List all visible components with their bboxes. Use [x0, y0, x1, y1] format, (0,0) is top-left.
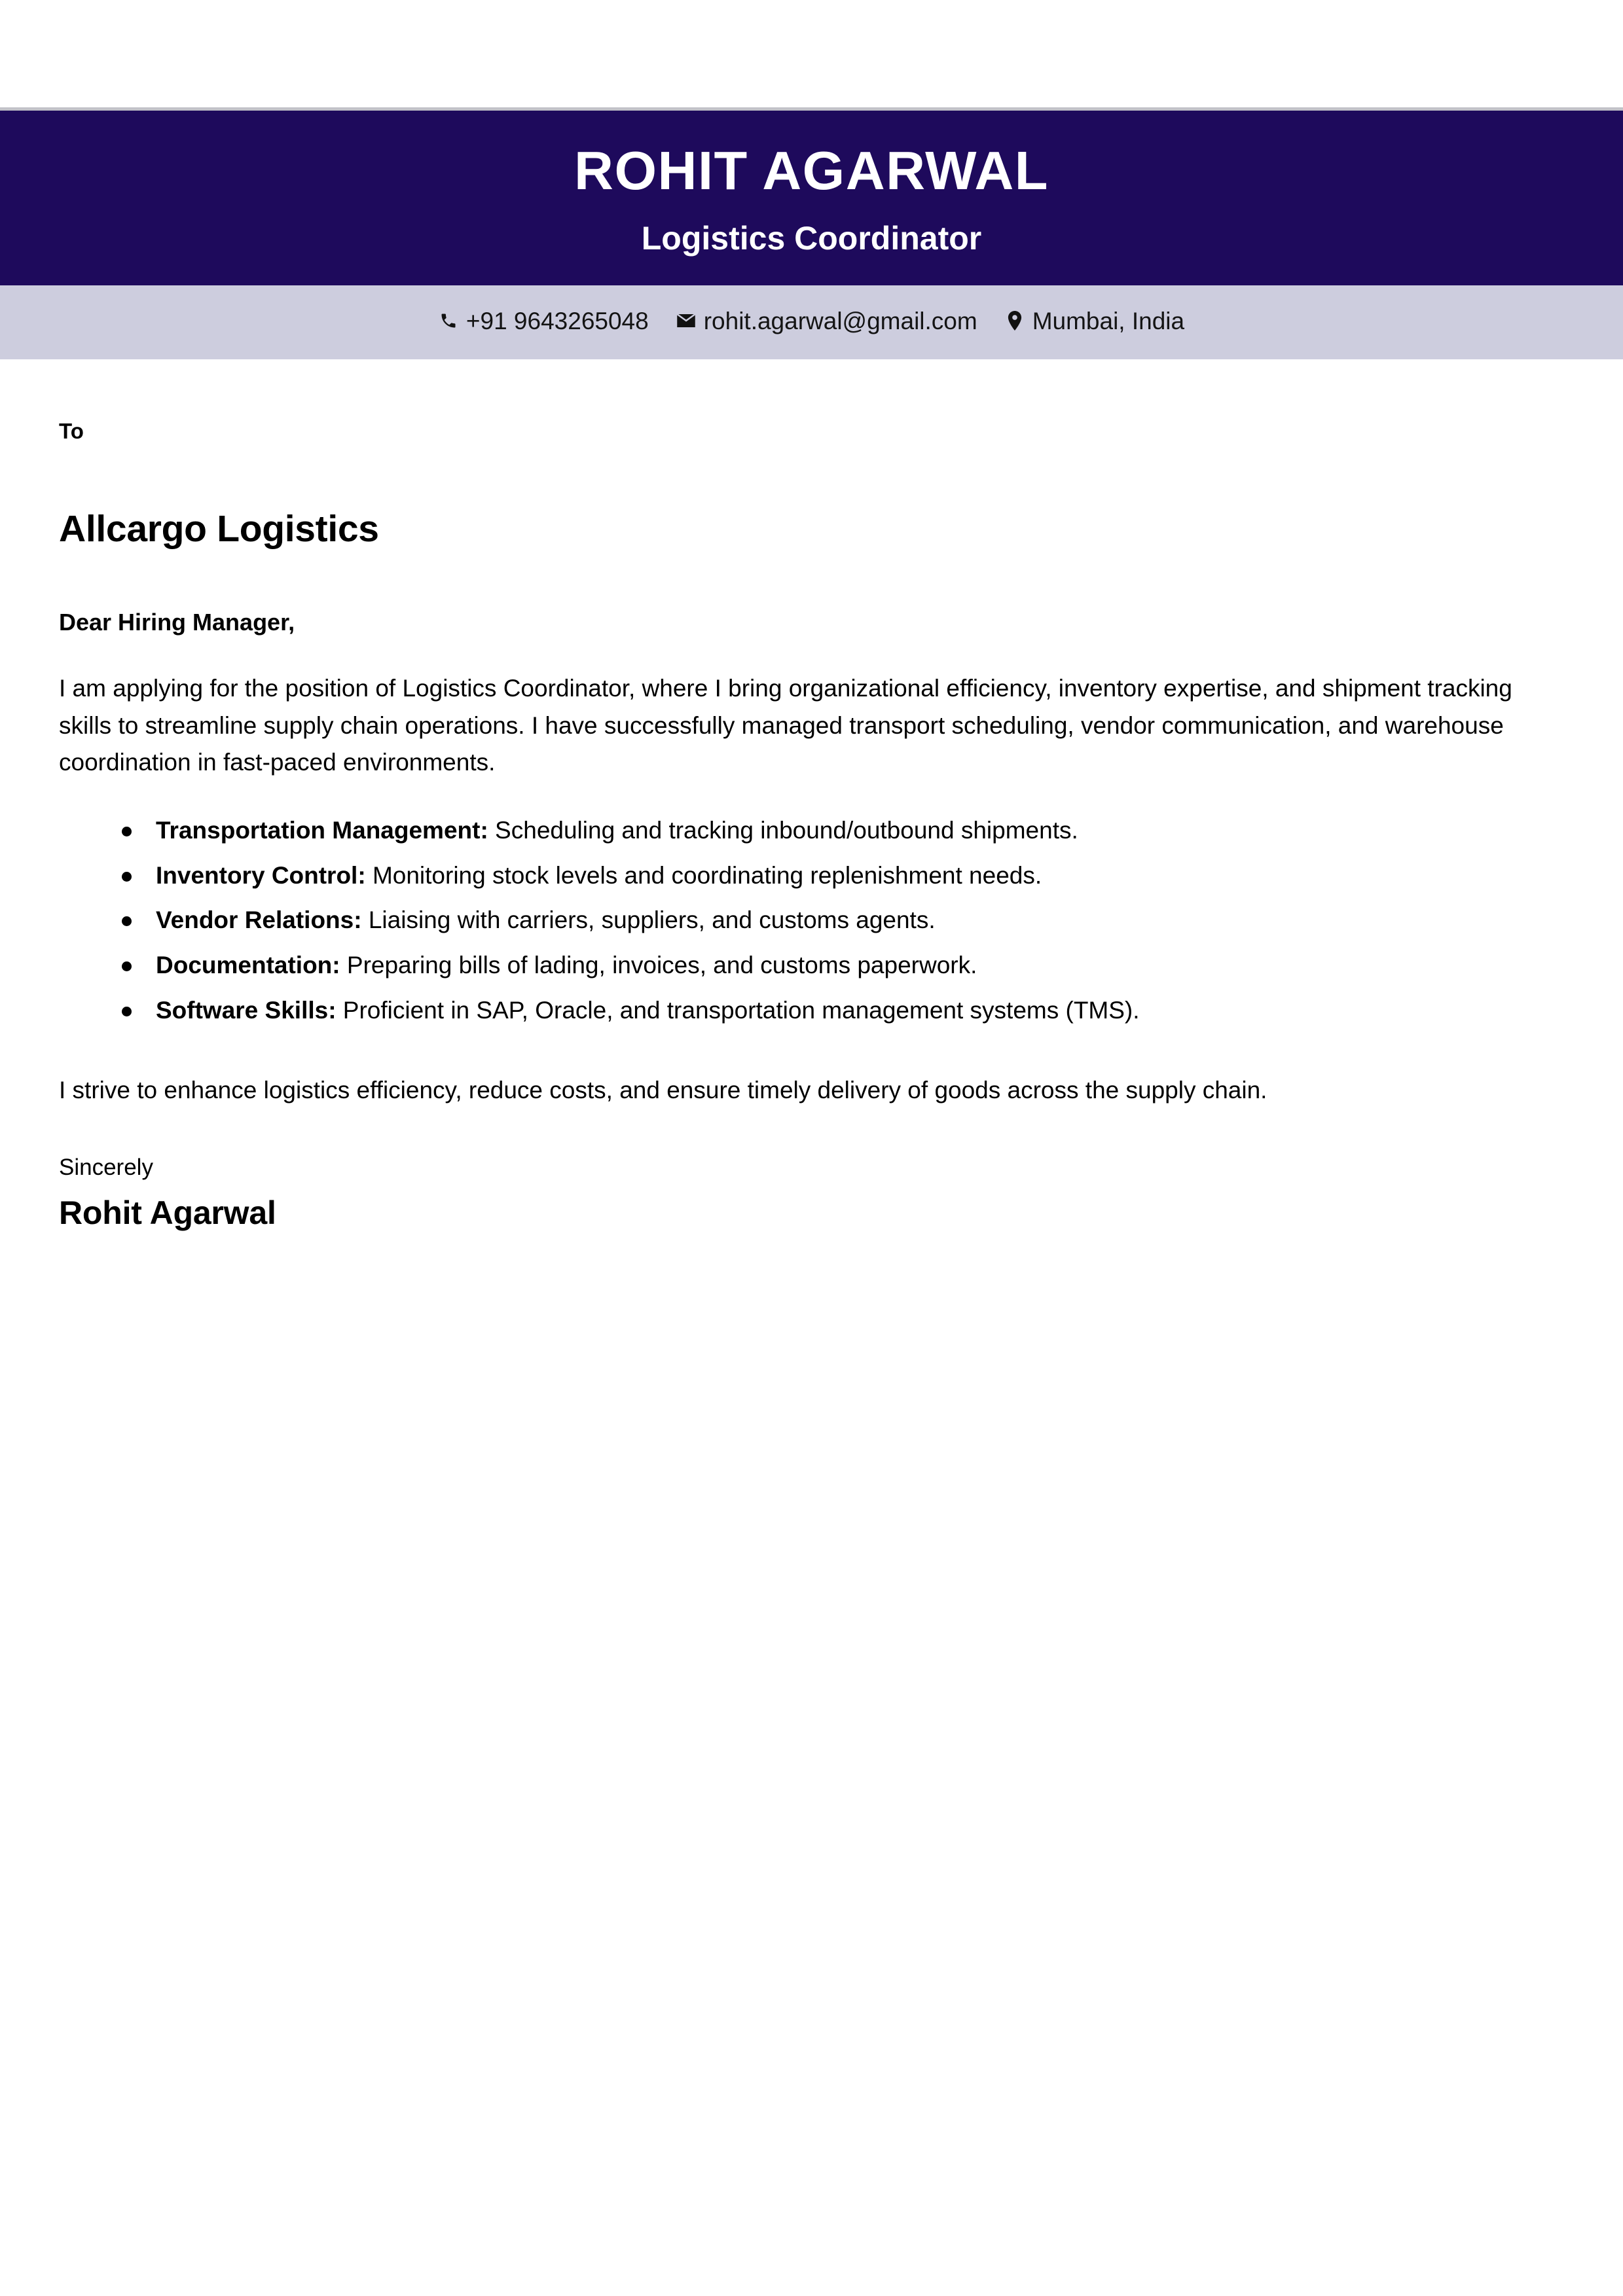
list-item-text: Monitoring stock levels and coordinating replenishment needs.	[365, 861, 1042, 889]
sign-off-label: Sincerely	[59, 1155, 153, 1181]
bullet-dot-icon	[122, 916, 132, 926]
job-title-subtitle: Logistics Coordinator	[641, 219, 982, 257]
bullet-dot-icon	[122, 872, 132, 882]
list-item-label: Inventory Control:	[156, 861, 366, 889]
page-title: ROHIT AGARWAL	[574, 140, 1049, 201]
list-item-label: Documentation:	[156, 952, 340, 979]
list-item	[59, 815, 1564, 846]
contact-location-value: Mumbai, India	[1032, 307, 1185, 334]
list-item-text: Scheduling and tracking inbound/outbound shipments.	[488, 817, 1078, 844]
closing-paragraph: I strive to enhance logistics efficiency, reduce costs, and ensure timely delivery of goods across the supply chain.	[59, 1076, 1267, 1103]
bullet-dot-icon	[122, 961, 132, 971]
bullet-dot-icon	[122, 1007, 132, 1016]
contact-bar	[0, 285, 1623, 359]
header-banner	[0, 111, 1623, 285]
intro-paragraph: I am applying for the position of Logistics Coordinator, where I bring organizational efficiency, inventory expertise, and shipment tracking skills to streamline supply chain operations. I have successfully managed transport scheduling, vendor communication, and warehouse coordination in fast-paced environments.	[59, 675, 1512, 776]
salutation: Dear Hiring Manager,	[59, 609, 295, 636]
bullet-dot-icon	[122, 827, 132, 836]
highlights-list	[59, 815, 1564, 1026]
list-item	[59, 860, 1564, 891]
list-item	[59, 950, 1564, 981]
contact-location[interactable]	[1005, 309, 1184, 333]
contact-email[interactable]	[676, 309, 977, 333]
list-item	[59, 905, 1564, 936]
map-pin-icon	[1005, 310, 1025, 332]
list-item-label: Software Skills:	[156, 996, 337, 1024]
top-margin-area	[0, 0, 1623, 107]
list-item-text: Liaising with carriers, suppliers, and customs agents.	[361, 906, 936, 934]
contact-email-value: rohit.agarwal@gmail.com	[703, 307, 977, 334]
list-item	[59, 995, 1564, 1026]
list-item-label: Transportation Management:	[156, 817, 488, 844]
letter-body	[0, 359, 1623, 1232]
recipient-company: Allcargo Logistics	[59, 507, 379, 550]
contact-phone[interactable]	[439, 309, 649, 333]
envelope-icon	[676, 310, 696, 332]
list-item-text: Proficient in SAP, Oracle, and transportation management systems (TMS).	[336, 996, 1140, 1024]
list-item-label: Vendor Relations:	[156, 906, 362, 934]
recipient-to-label: To	[59, 418, 84, 443]
signature-name: Rohit Agarwal	[59, 1194, 276, 1232]
phone-icon	[439, 310, 458, 332]
list-item-text: Preparing bills of lading, invoices, and customs paperwork.	[340, 952, 977, 979]
contact-phone-value: +91 9643265048	[465, 307, 649, 334]
contact-list	[0, 309, 1623, 333]
